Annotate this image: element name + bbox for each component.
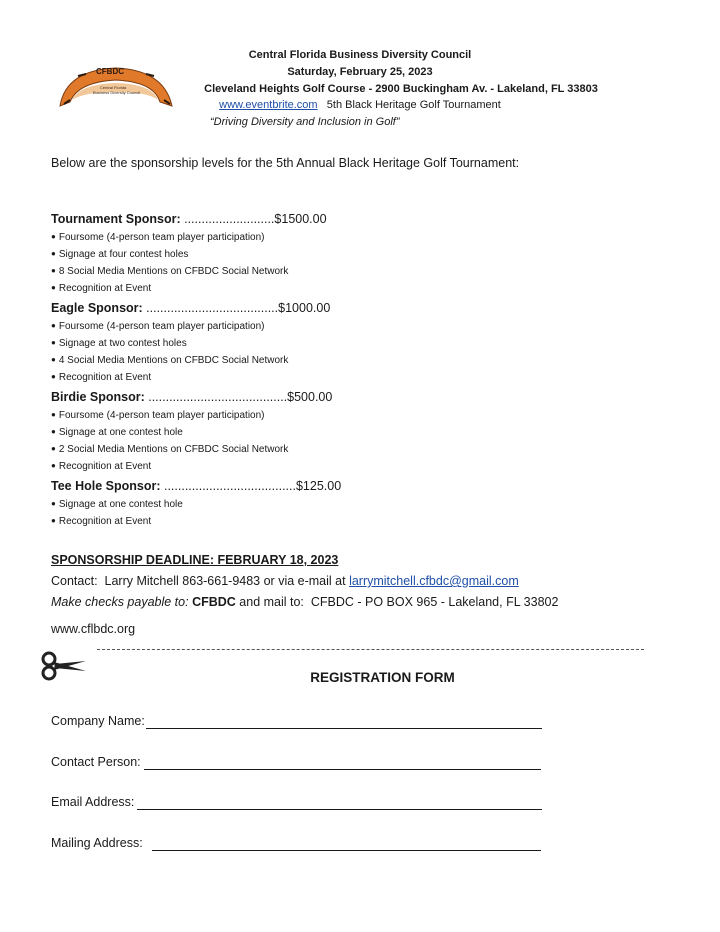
list-item: ● Signage at four contest holes <box>51 249 188 260</box>
level-tee-hole: Tee Hole Sponsor: ......................................$125.00 <box>51 479 342 493</box>
site-text: www.cflbdc.org <box>51 622 136 636</box>
cut-line <box>97 649 644 650</box>
contact-line: Contact: Larry Mitchell 863-661-9483 or via e-mail at larrymitchell.cfbdc@gmail.com <box>51 574 519 588</box>
contact-person-label: Contact Person: <box>51 755 141 769</box>
list-item: ● Signage at two contest holes <box>51 338 187 349</box>
company-name-field[interactable] <box>146 728 542 729</box>
list-item: ● Recognition at Event <box>51 461 151 472</box>
level-tournament: Tournament Sponsor: ..........................$1500.00 <box>51 212 327 226</box>
list-item: ● Recognition at Event <box>51 372 151 383</box>
email-address-field[interactable] <box>137 809 542 810</box>
level-birdie: Birdie Sponsor: ........................................$500.00 <box>51 390 333 404</box>
contact-email-link[interactable]: larrymitchell.cfbdc@gmail.com <box>349 574 519 588</box>
level-eagle: Eagle Sponsor: ......................................$1000.00 <box>51 301 331 315</box>
logo-abbrev: CFBDC <box>96 67 124 76</box>
contact-person-field[interactable] <box>144 769 541 770</box>
mailing-address-label: Mailing Address: <box>51 836 143 850</box>
logo-line1: Central Florida <box>100 85 127 90</box>
eventbrite-link[interactable]: www.eventbrite.com <box>219 99 318 111</box>
org-name: Central Florida Business Diversity Council <box>248 49 472 61</box>
logo-line2: Business Diversity Council <box>93 90 141 95</box>
intro-text: Below are the sponsorship levels for the 5th Annual Black Heritage Golf Tournament: <box>51 156 520 170</box>
list-item: ● Signage at one contest hole <box>51 499 183 510</box>
list-item: ● Recognition at Event <box>51 283 151 294</box>
list-item: ● Recognition at Event <box>51 516 151 527</box>
mailing-address-field[interactable] <box>152 850 541 851</box>
checks-line: Make checks payable to: CFBDC and mail to: CFBDC - PO BOX 965 - Lakeland, FL 33802 <box>51 595 559 609</box>
email-address-label: Email Address: <box>51 795 135 809</box>
list-item: ● 4 Social Media Mentions on CFBDC Social Network <box>51 355 288 366</box>
company-name-label: Company Name: <box>51 714 145 728</box>
list-item: ● Foursome (4-person team player participation) <box>51 232 265 243</box>
tagline: “Driving Diversity and Inclusion in Golf” <box>210 116 400 128</box>
event-venue: Cleveland Heights Golf Course - 2900 Buckingham Av. - Lakeland, FL 33803 <box>204 83 598 95</box>
list-item: ● 8 Social Media Mentions on CFBDC Social Network <box>51 266 288 277</box>
list-item: ● Foursome (4-person team player participation) <box>51 410 265 421</box>
event-name: 5th Black Heritage Golf Tournament <box>326 99 501 111</box>
event-web-line <box>0 99 720 111</box>
sponsorship-deadline: SPONSORSHIP DEADLINE: FEBRUARY 18, 2023 <box>51 553 339 567</box>
registration-title: REGISTRATION FORM <box>310 670 455 685</box>
list-item: ● Signage at one contest hole <box>51 427 183 438</box>
list-item: ● Foursome (4-person team player participation) <box>51 321 265 332</box>
list-item: ● 2 Social Media Mentions on CFBDC Social Network <box>51 444 288 455</box>
event-date: Saturday, February 25, 2023 <box>287 66 433 78</box>
